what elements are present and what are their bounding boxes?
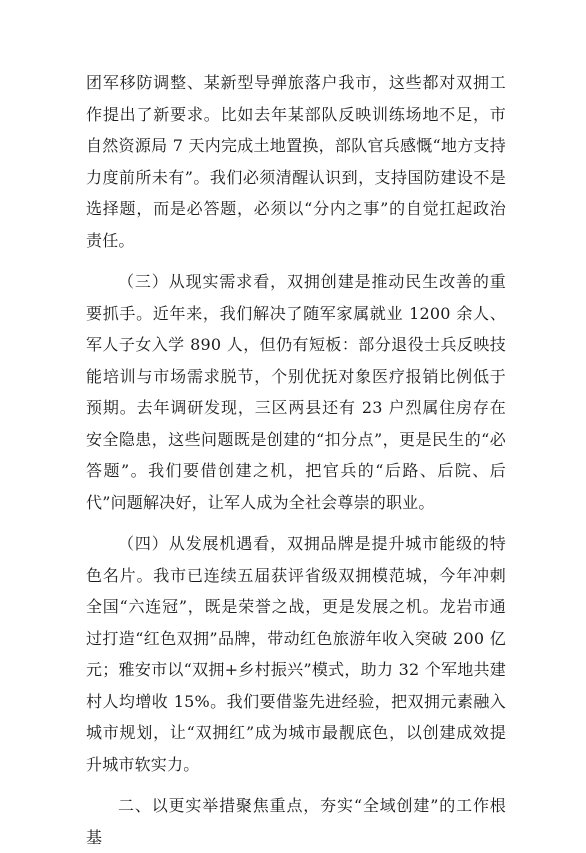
document-body — [86, 67, 506, 853]
paragraph-1: 团军移防调整、某新型导弹旅落户我市，这些都对双拥工作提出了新要求。比如去年某部队反映训练场地不足，市自然资源局 7 天内完成土地置换，部队官兵感慨“地方支持力度前所未有”。我们必须清醒认识到，支持国防建设不是选择题，而是必答题，必须以“分内之事”的自觉扛起政治责任。 — [86, 73, 506, 250]
paragraph-2: （三）从现实需求看，双拥创建是推动民生改善的重要抓手。近年来，我们解决了随军家属就业 1200 余人、军人子女入学 890 人，但仍有短板：部分退役士兵反映技能培训与市场需求脱节，个别优抚对象医疗报销比例低于预期。去年调研发现，三区两县还有 23 户烈属住房存在安全隐患，这些问题既是创建的“扣分点”，更是民生的“必答题”。我们要借创建之机，把官兵的“后路、后院、后代”问题解决好，让军人成为全社会尊崇的职业。 — [86, 272, 506, 512]
paragraph-3: （四）从发展机遇看，双拥品牌是提升城市能级的特色名片。我市已连续五届获评省级双拥模范城，今年冲刺全国“六连冠”，既是荣誉之战，更是发展之机。龙岩市通过打造“红色双拥”品牌，带动红色旅游年收入突破 200 亿元；雅安市以“双拥+乡村振兴”模式，助力 32 个军地共建村人均增收 15%。我们要借鉴先进经验，把双拥元素融入城市规划，让“双拥红”成为城市最靓底色，以创建成效提升城市软实力。 — [86, 534, 506, 774]
paragraph-gap — [86, 256, 506, 266]
paragraph-gap — [86, 518, 506, 528]
paragraph-gap — [86, 780, 506, 790]
section-heading: 二、以更实举措聚焦重点，夯实“全域创建”的工作根基 — [86, 796, 506, 847]
